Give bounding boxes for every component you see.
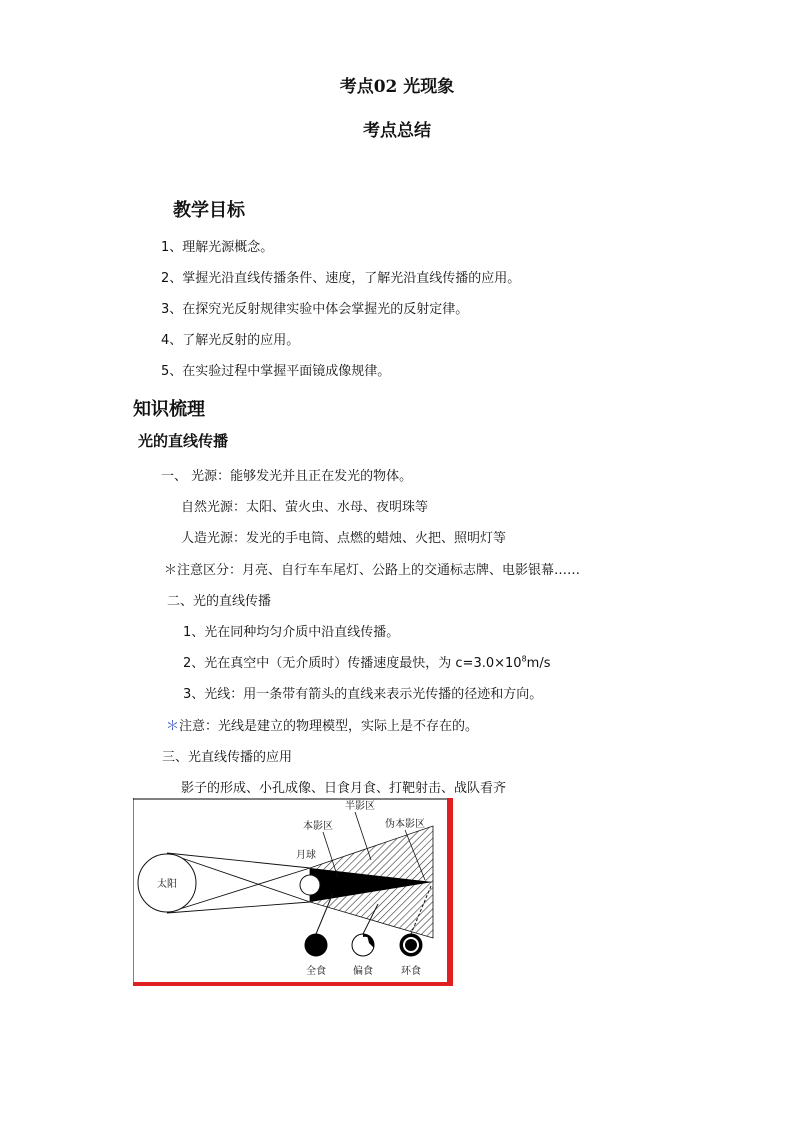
annular-eclipse-label: 环食 [401,966,421,977]
part2-item-2 [183,652,550,671]
part2-item-1: 1、光在同种均匀介质中沿直线传播。 [183,625,400,640]
star-icon: ＊ [164,563,178,578]
penumbra-label: 半影区 [345,801,375,812]
umbra-label: 本影区 [303,821,333,832]
frame-bottom-border [133,982,453,986]
part2-item-3: 3、光线：用一条带有箭头的直线来表示光传播的径迹和方向。 [183,687,543,702]
speed-text: 2、光在真空中（无介质时）传播速度最快，为 c=3.0×10 [183,656,522,671]
eclipse-diagram-svg [133,798,453,986]
total-eclipse-icon [305,934,327,956]
part2-heading: 二、光的直线传播 [167,594,272,609]
ray-bottom [167,902,310,913]
page-title: 考点02 光现象 [339,77,455,97]
goal-item-3: 3、在探究光反射规律实验中体会掌握光的反射定律。 [161,302,469,317]
annular-eclipse-core [405,939,417,951]
part3-content: 影子的形成、小孔成像、日食月食、打靶射击、战队看齐 [181,781,507,796]
antumbra-label: 伪本影区 [385,819,425,830]
sun-label: 太阳 [157,879,177,890]
goal-item-4: 4、了解光反射的应用。 [161,333,300,348]
star-icon: ＊ [166,719,180,734]
page-subtitle: 考点总结 [363,121,431,141]
partial-eclipse-label: 偏食 [353,966,373,977]
note-2 [166,715,478,734]
part1-heading: 一、 光源：能够发光并且正在发光的物体。 [161,469,413,484]
moon-label: 月球 [296,850,316,861]
speed-exponent: 8 [521,654,527,664]
goals-heading: 教学目标 [173,200,245,221]
note-1-text: 注意区分：月亮、自行车车尾灯、公路上的交通标志牌、电影银幕…… [177,563,581,578]
total-eclipse-label: 全食 [306,966,326,977]
goal-item-1: 1、理解光源概念。 [161,240,274,255]
natural-light-sources: 自然光源：太阳、萤火虫、水母、夜明珠等 [181,500,429,515]
frame-right-border [447,798,453,986]
goal-item-5: 5、在实验过程中掌握平面镜成像规律。 [161,364,391,379]
part3-heading: 三、光直线传播的应用 [162,750,293,765]
knowledge-heading: 知识梳理 [133,399,205,420]
moon-circle [300,875,320,895]
note-1 [164,559,580,578]
eclipse-diagram [133,798,453,986]
section-heading: 光的直线传播 [138,432,229,450]
speed-unit: m/s [526,656,551,671]
note-2-text: 注意：光线是建立的物理模型，实际上是不存在的。 [179,719,479,734]
goal-item-2: 2、掌握光沿直线传播条件、速度，了解光沿直线传播的应用。 [161,271,521,286]
artificial-light-sources: 人造光源：发光的手电筒、点燃的蜡烛、火把、照明灯等 [181,531,507,546]
